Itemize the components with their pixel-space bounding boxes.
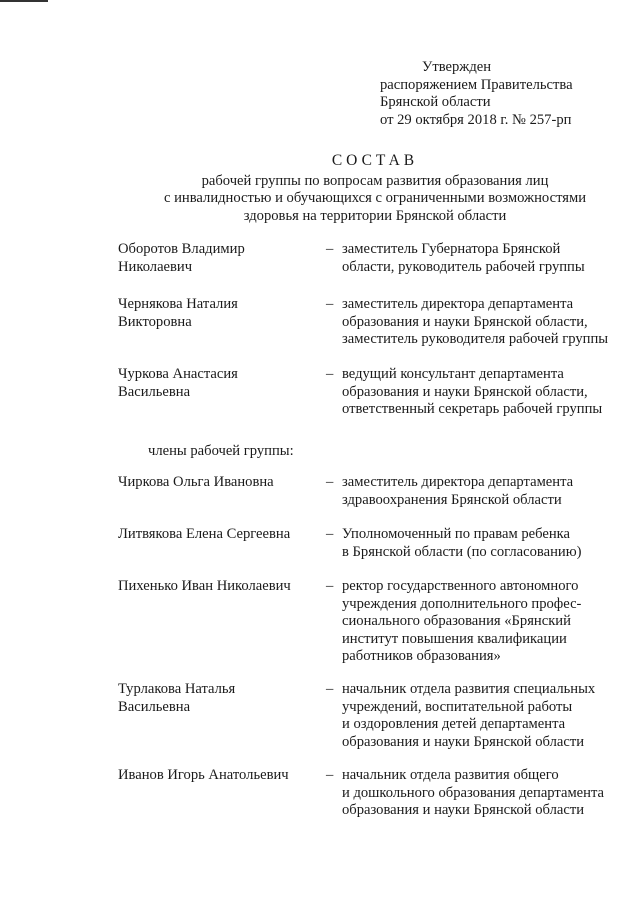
scan-mark xyxy=(0,0,48,2)
approval-line: Утвержден xyxy=(422,59,492,75)
member-role-line: в Брянской области (по согласованию) xyxy=(342,543,582,560)
member-role-line: учреждения дополнительного профес- xyxy=(342,595,582,612)
member-role xyxy=(342,578,622,666)
dash: – xyxy=(326,526,334,542)
member-name-line: Пихенько Иван Николаевич xyxy=(118,578,291,594)
member-role xyxy=(342,681,622,751)
member-role xyxy=(342,366,622,419)
member-name-line: Чернякова Наталия xyxy=(118,296,238,312)
member-role-line: начальник отдела развития специальных xyxy=(342,681,596,697)
member-role-line: ведущий консультант департамента xyxy=(342,366,564,382)
title-subtitle-line: с инвалидностью и обучающихся с ограниченными возможностями xyxy=(163,190,587,207)
dash: – xyxy=(326,241,334,257)
member-role-line: и оздоровления детей департамента xyxy=(342,716,566,733)
dash: – xyxy=(326,578,334,594)
dash: – xyxy=(326,681,334,697)
member-name xyxy=(118,681,318,716)
member-name-line: Васильевна xyxy=(118,383,191,400)
member-role-line: заместитель директора департамента xyxy=(342,474,574,490)
members-heading: члены рабочей группы: xyxy=(148,443,294,459)
member-role-line: заместитель директора департамента xyxy=(342,296,574,312)
member-name xyxy=(118,296,318,331)
member-role-line: работников образования» xyxy=(342,648,501,665)
member-role-line: образования и науки Брянской области xyxy=(342,802,585,819)
title-subtitle-line: здоровья на территории Брянской области xyxy=(243,207,507,224)
member-name-line: Литвякова Елена Сергеевна xyxy=(118,526,291,542)
approval-line: Брянской области xyxy=(380,94,491,111)
member-role xyxy=(342,296,622,349)
approval-stamp xyxy=(380,59,573,129)
member-role-line: ответственный секретарь рабочей группы xyxy=(342,401,603,418)
member-role-line: ректор государственного автономного xyxy=(342,578,579,594)
document-title xyxy=(150,152,600,225)
member-name xyxy=(118,578,318,596)
member-name xyxy=(118,474,318,492)
member-role xyxy=(342,241,622,276)
member-name-line: Викторовна xyxy=(118,313,192,330)
title-main: СОСТАВ xyxy=(331,152,419,169)
member-name xyxy=(118,366,318,401)
member-role-line: образования и науки Брянской области, xyxy=(342,383,588,400)
member-role-line: и дошкольного образования департамента xyxy=(342,784,604,801)
member-name xyxy=(118,526,318,544)
member-name xyxy=(118,767,318,785)
member-name-line: Васильевна xyxy=(118,698,191,715)
member-name-line: Турлакова Наталья xyxy=(118,681,236,697)
member-role-line: учреждений, воспитательной работы xyxy=(342,698,573,715)
dash: – xyxy=(326,767,334,783)
dash: – xyxy=(326,296,334,312)
member-role-line: заместитель Губернатора Брянской xyxy=(342,241,561,257)
member-name-line: Чиркова Ольга Ивановна xyxy=(118,474,274,490)
approval-line: распоряжением Правительства xyxy=(380,76,573,93)
member-name xyxy=(118,241,318,276)
member-role xyxy=(342,526,622,561)
member-role xyxy=(342,767,622,820)
member-role-line: сионального образования «Брянский xyxy=(342,613,571,630)
member-role-line: институт повышения квалификации xyxy=(342,630,567,647)
member-role-line: образования и науки Брянской области xyxy=(342,733,585,750)
dash: – xyxy=(326,366,334,382)
member-name-line: Оборотов Владимир xyxy=(118,241,245,257)
dash: – xyxy=(326,474,334,490)
title-subtitle-line: рабочей группы по вопросам развития образования лиц xyxy=(201,172,549,189)
member-role-line: Уполномоченный по правам ребенка xyxy=(342,526,570,542)
approval-line: от 29 октября 2018 г. № 257-рп xyxy=(380,111,572,128)
member-name-line: Чуркова Анастасия xyxy=(118,366,238,382)
member-role-line: начальник отдела развития общего xyxy=(342,767,559,783)
member-name-line: Иванов Игорь Анатольевич xyxy=(118,767,289,783)
member-name-line: Николаевич xyxy=(118,258,193,275)
member-role-line: образования и науки Брянской области, xyxy=(342,313,588,330)
member-role xyxy=(342,474,622,509)
member-role-line: здравоохранения Брянской области xyxy=(342,491,562,508)
member-role-line: области, руководитель рабочей группы xyxy=(342,258,585,275)
member-role-line: заместитель руководителя рабочей группы xyxy=(342,331,609,348)
